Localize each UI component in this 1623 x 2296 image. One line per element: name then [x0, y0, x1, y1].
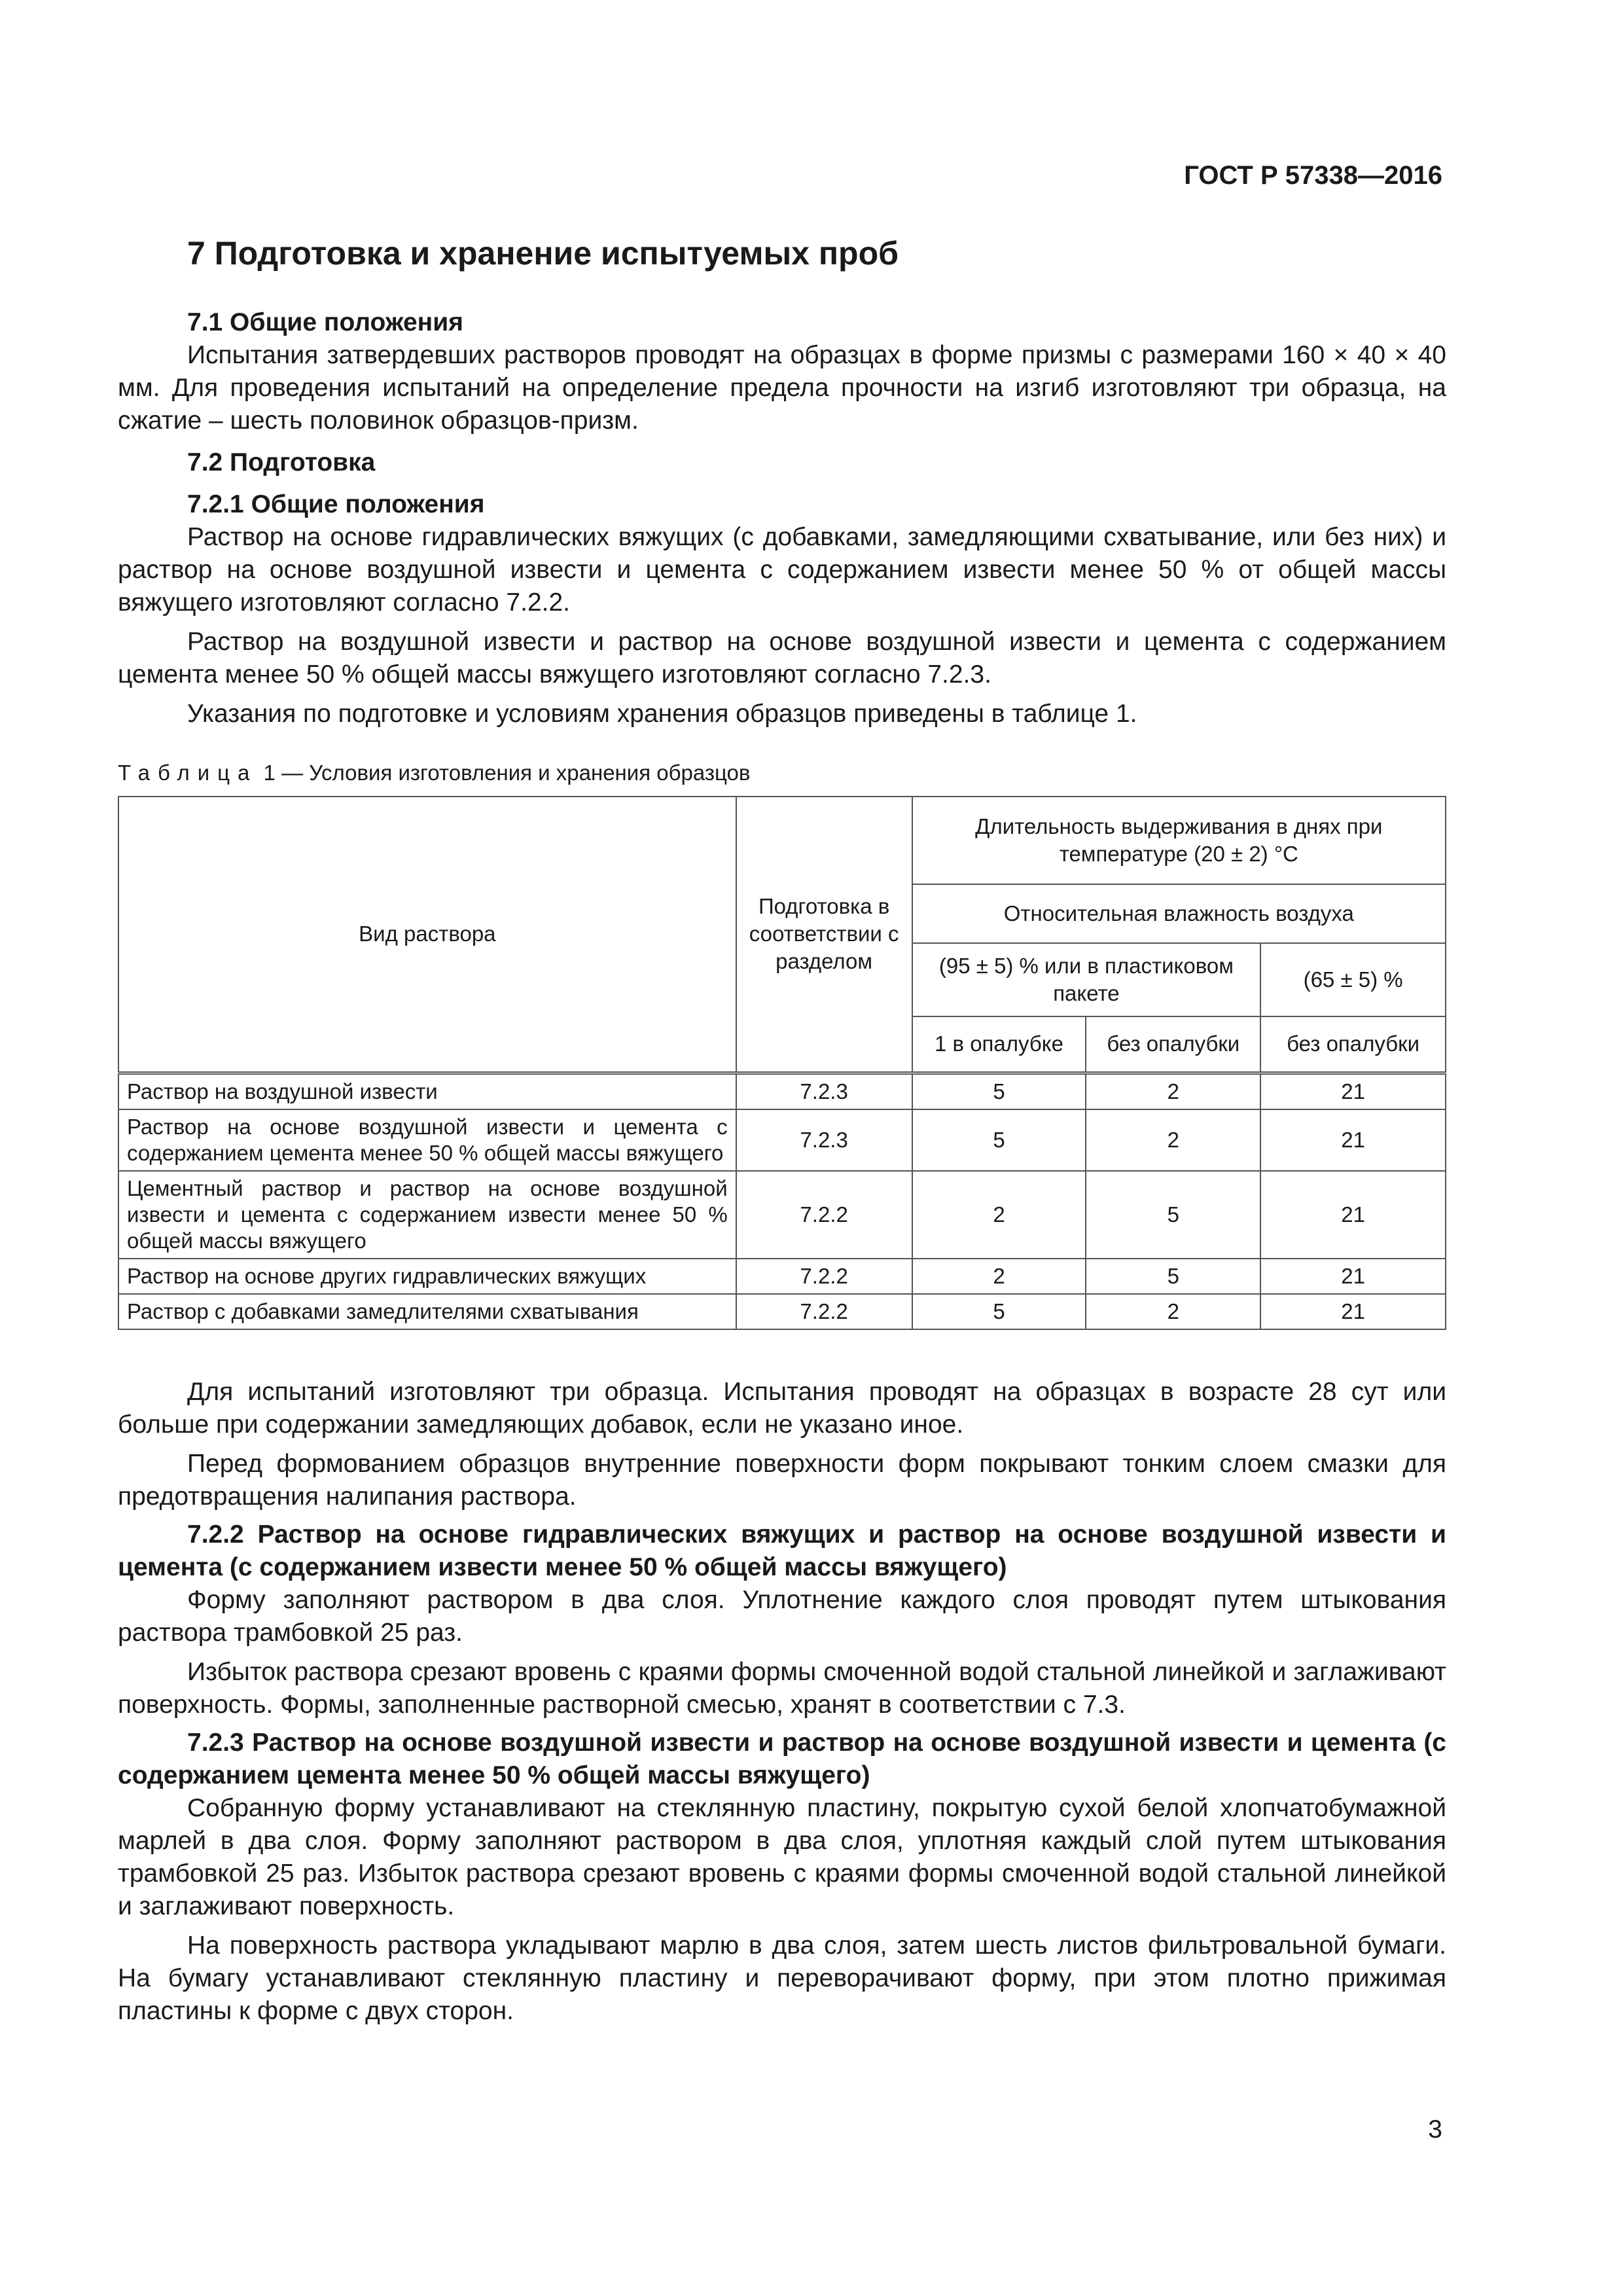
row-c3: 21: [1260, 1073, 1446, 1109]
section-7-1-title: 7.1 Общие положения: [187, 308, 463, 336]
table-1-caption-word: Таблица: [118, 761, 258, 785]
section-7-2-1-title: 7.2.1 Общие положения: [187, 490, 485, 518]
row-prep: 7.2.2: [736, 1294, 912, 1329]
row-prep: 7.2.3: [736, 1109, 912, 1171]
section-7-2-3-paragraph-1: Собранную форму устанавливают на стеклянную пластину, покрытую сухой белой хлопчатобумажной марлей в два слоя. Форму заполняют раствором в два слоя, уплотняя каждый слой путем штыкования трамбовкой 25 раз. Избыток раствора срезают вровень с краями формы смоченной водой стальной линейкой и заглаживают поверхность.: [118, 1793, 1446, 1920]
row-c1: 5: [912, 1294, 1086, 1329]
header-humidity-95: (95 ± 5) % или в пластиковом пакете: [912, 943, 1261, 1016]
header-prep: Подготовка в соответствии с разделом: [736, 797, 912, 1073]
row-c1: 2: [912, 1171, 1086, 1259]
row-c2: 2: [1086, 1073, 1260, 1109]
section-7-2-2-paragraph-1: Форму заполняют раствором в два слоя. Уплотнение каждого слоя проводят путем штыкования раствора трамбовкой 25 раз.: [118, 1585, 1446, 1647]
row-c1: 5: [912, 1109, 1086, 1171]
section-7-2-2-paragraph-2: Избыток раствора срезают вровень с краями формы смоченной водой стальной линейкой и заглаживают поверхность. Формы, заполненные растворной смесью, хранят в соответствии с 7.3.: [118, 1657, 1446, 1719]
table-1: [118, 796, 1446, 1330]
section-7-2-3-title: 7.2.3 Раствор на основе воздушной извести и раствор на основе воздушной извести и цемента (с содержанием цемента менее 50 % общей массы вяжущего): [118, 1728, 1446, 1789]
header-no-form-2: без опалубки: [1260, 1016, 1446, 1073]
table-row: [118, 1073, 1446, 1109]
header-humidity: Относительная влажность воздуха: [912, 884, 1446, 943]
page-number: 3: [1428, 2115, 1442, 2144]
row-prep: 7.2.2: [736, 1259, 912, 1294]
row-kind: Цементный раствор и раствор на основе воздушной извести и цемента с содержанием извести менее 50 % общей массы вяжущего: [118, 1171, 736, 1259]
row-kind: Раствор на воздушной извести: [118, 1073, 736, 1109]
row-c1: 2: [912, 1259, 1086, 1294]
row-prep: 7.2.3: [736, 1073, 912, 1109]
section-7-2-3-paragraph-2: На поверхность раствора укладывают марлю в два слоя, затем шесть листов фильтровальной бумаги. На бумагу устанавливают стеклянную пластину и переворачивают форму, при этом плотно прижимая пластины к форме с двух сторон.: [118, 1931, 1446, 2025]
section-7-2-2-title: 7.2.2 Раствор на основе гидравлических вяжущих и раствор на основе воздушной извести и цемента (с содержанием извести менее 50 % общей массы вяжущего): [118, 1520, 1446, 1581]
table-row: [118, 1294, 1446, 1329]
row-kind: Раствор на основе других гидравлических вяжущих: [118, 1259, 736, 1294]
row-kind: Раствор с добавками замедлителями схватывания: [118, 1294, 736, 1329]
header-duration: Длительность выдерживания в днях при температуре (20 ± 2) °С: [912, 797, 1446, 884]
section-7-2-title: 7.2 Подготовка: [187, 448, 376, 476]
after-table-paragraph-2: Перед формованием образцов внутренние поверхности форм покрывают тонким слоем смазки для предотвращения налипания раствора.: [118, 1449, 1446, 1511]
row-c3: 21: [1260, 1259, 1446, 1294]
section-7-title: 7 Подготовка и хранение испытуемых проб: [187, 235, 899, 272]
row-c1: 5: [912, 1073, 1086, 1109]
section-7-2-1-paragraph-1: Раствор на основе гидравлических вяжущих (с добавками, замедляющими схватывание, или без них) и раствор на основе воздушной извести и цемента с содержанием извести менее 50 % от общей массы вяжущего изготовляют согласно 7.2.2.: [118, 523, 1446, 617]
table-row: [118, 1109, 1446, 1171]
row-c3: 21: [1260, 1109, 1446, 1171]
section-7-2-1-paragraph-2: Раствор на воздушной извести и раствор на основе воздушной извести и цемента с содержанием цемента менее 50 % общей массы вяжущего изготовляют согласно 7.2.3.: [118, 628, 1446, 689]
table-1-caption: [118, 761, 1446, 785]
header-no-form-1: без опалубки: [1086, 1016, 1260, 1073]
row-c2: 2: [1086, 1294, 1260, 1329]
table-row: [118, 1259, 1446, 1294]
row-c2: 5: [1086, 1171, 1260, 1259]
header-in-form: 1 в опалубке: [912, 1016, 1086, 1073]
table-row: [118, 1171, 1446, 1259]
section-7-2-1-paragraph-3: Указания по подготовке и условиям хранения образцов приведены в таблице 1.: [187, 700, 1137, 728]
row-kind: Раствор на основе воздушной извести и цемента с содержанием цемента менее 50 % общей массы вяжущего: [118, 1109, 736, 1171]
row-c3: 21: [1260, 1294, 1446, 1329]
after-table-paragraph-1: Для испытаний изготовляют три образца. Испытания проводят на образцах в возрасте 28 сут или больше при содержании замедляющих добавок, если не указано иное.: [118, 1377, 1446, 1439]
header-humidity-65: (65 ± 5) %: [1260, 943, 1446, 1016]
row-prep: 7.2.2: [736, 1171, 912, 1259]
header-kind: Вид раствора: [118, 797, 736, 1073]
document-body: [118, 230, 1446, 2028]
section-7-1-paragraph: Испытания затвердевших растворов проводят на образцах в форме призмы с размерами 160 × 40 × 40 мм. Для проведения испытаний на определение предела прочности на изгиб изготовляют три образца, на сжатие – шесть половинок образцов-призм.: [118, 341, 1446, 435]
document-header-id: ГОСТ Р 57338—2016: [1184, 161, 1442, 190]
row-c2: 5: [1086, 1259, 1260, 1294]
row-c3: 21: [1260, 1171, 1446, 1259]
row-c2: 2: [1086, 1109, 1260, 1171]
table-1-caption-text: 1 — Условия изготовления и хранения образцов: [257, 761, 751, 785]
